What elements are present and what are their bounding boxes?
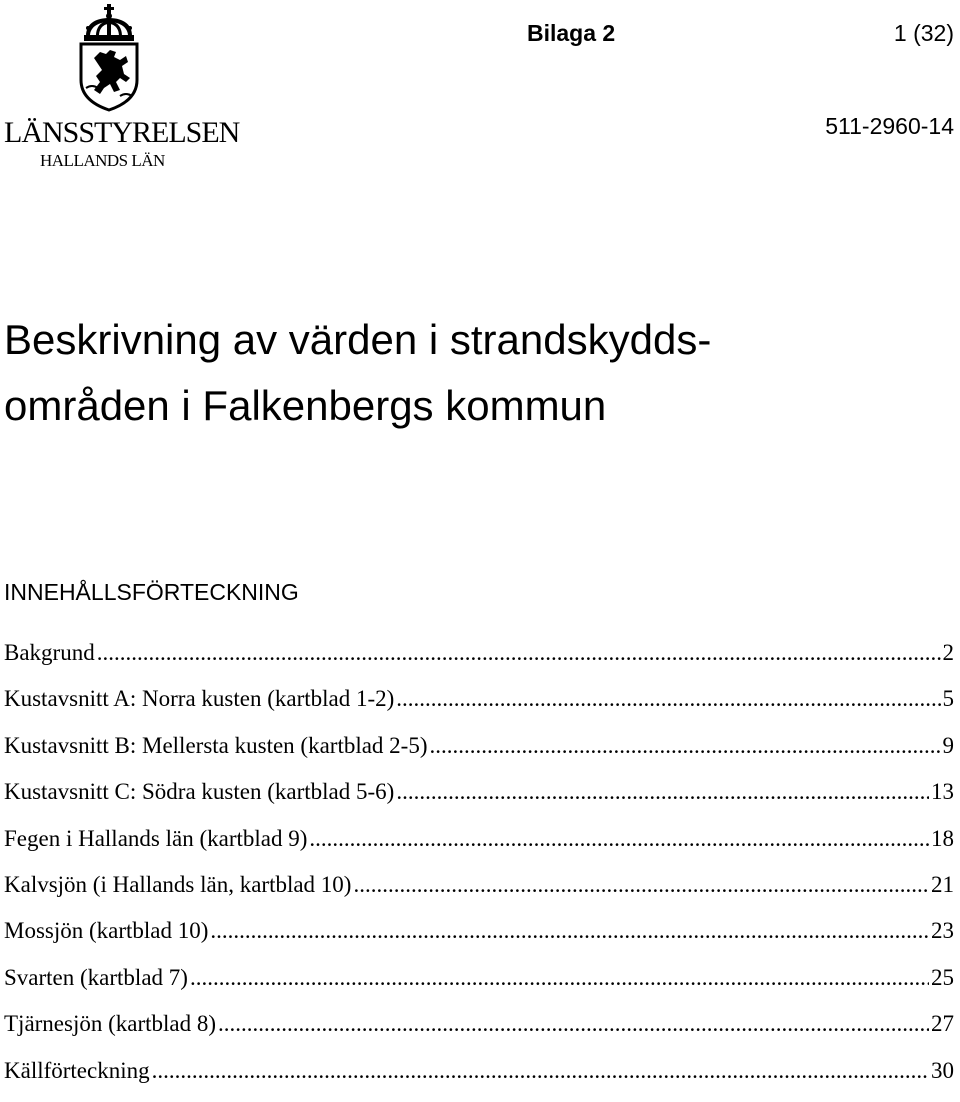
toc-leader-dots — [152, 1056, 929, 1086]
toc-entry-label: Kustavsnitt A: Norra kusten (kartblad 1-2) — [4, 686, 395, 712]
org-name: LÄNSSTYRELSEN — [4, 116, 240, 149]
toc-leader-dots — [430, 731, 941, 761]
toc-entry[interactable] — [4, 777, 954, 823]
toc-leader-dots — [190, 963, 929, 993]
toc-entry-label: Fegen i Hallands län (kartblad 9) — [4, 825, 308, 851]
table-of-contents — [4, 638, 954, 1102]
toc-entry-page: 25 — [931, 964, 954, 990]
document-title-line-2: områden i Falkenbergs kommun — [4, 382, 607, 429]
toc-leader-dots — [97, 638, 941, 668]
toc-entry-label: Mossjön (kartblad 10) — [4, 918, 209, 944]
toc-entry-page: 23 — [931, 918, 954, 944]
toc-heading: INNEHÅLLSFÖRTECKNING — [4, 579, 299, 605]
toc-leader-dots — [353, 870, 929, 900]
coat-of-arms-icon — [76, 2, 142, 112]
toc-leader-dots — [396, 777, 929, 807]
toc-entry[interactable] — [4, 1009, 954, 1055]
toc-entry[interactable] — [4, 870, 954, 916]
toc-entry-page: 27 — [931, 1011, 954, 1037]
toc-leader-dots — [218, 1009, 929, 1039]
county-board-logo — [0, 0, 240, 180]
toc-entry-page: 30 — [931, 1057, 954, 1083]
toc-entry[interactable] — [4, 963, 954, 1009]
page-indicator: 1 (32) — [893, 20, 954, 46]
toc-entry[interactable] — [4, 1056, 954, 1102]
toc-entry-label: Kustavsnitt B: Mellersta kusten (kartblad 2-5) — [4, 732, 428, 758]
toc-entry-label: Tjärnesjön (kartblad 8) — [4, 1011, 217, 1037]
toc-leader-dots — [309, 824, 929, 854]
toc-entry-page: 9 — [942, 732, 954, 758]
toc-entry-page: 5 — [942, 686, 954, 712]
toc-entry[interactable] — [4, 638, 954, 684]
toc-entry[interactable] — [4, 824, 954, 870]
document-number: 511-2960-14 — [825, 113, 954, 139]
toc-entry-page: 18 — [931, 825, 954, 851]
toc-entry[interactable] — [4, 731, 954, 777]
attachment-label: Bilaga 2 — [527, 20, 616, 46]
toc-entry-label: Bakgrund — [4, 640, 95, 665]
toc-entry[interactable] — [4, 684, 954, 730]
toc-leader-dots — [210, 916, 929, 946]
document-title — [4, 307, 711, 439]
toc-entry[interactable] — [4, 916, 954, 962]
toc-entry-page: 13 — [931, 779, 954, 805]
toc-entry-label: Svarten (kartblad 7) — [4, 964, 188, 990]
toc-leader-dots — [396, 684, 940, 714]
toc-entry-label: Kalvsjön (i Hallands län, kartblad 10) — [4, 871, 352, 897]
org-subname: HALLANDS LÄN — [40, 151, 165, 170]
toc-entry-label: Källförteckning — [4, 1057, 150, 1083]
toc-entry-label: Kustavsnitt C: Södra kusten (kartblad 5-6) — [4, 779, 395, 805]
document-title-line-1: Beskrivning av värden i strandskydds- — [4, 316, 712, 363]
toc-entry-page: 2 — [942, 640, 954, 665]
toc-entry-page: 21 — [931, 871, 954, 897]
